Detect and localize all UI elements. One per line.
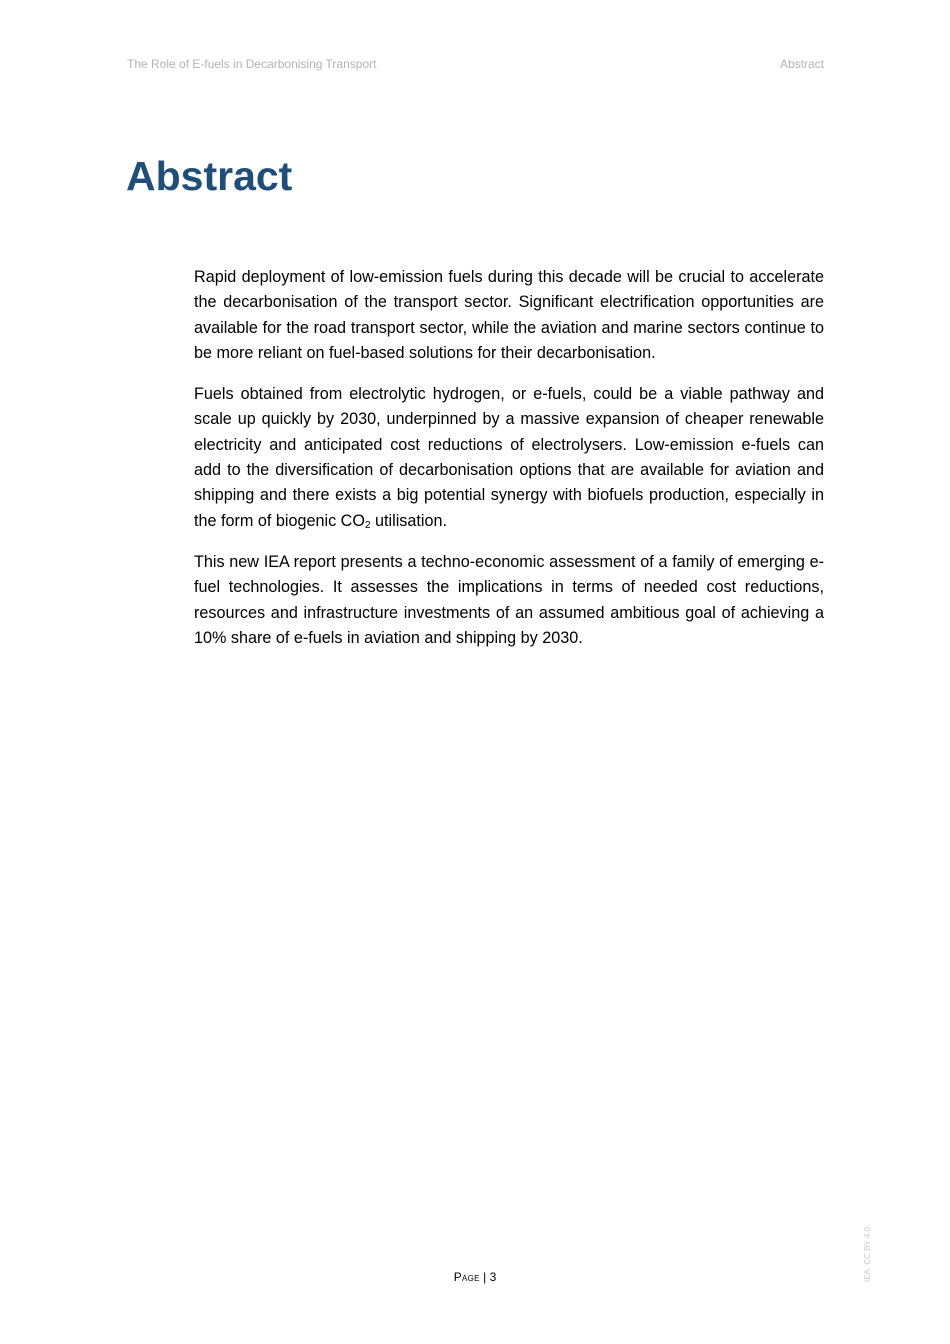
license-note: IEA. CC BY 4.0. <box>863 1224 872 1282</box>
paragraph-2 <box>194 382 824 534</box>
page-number: 3 <box>489 1270 497 1284</box>
paragraph-2-text: Fuels obtained from electrolytic hydrogen, or e-fuels, could be a viable pathway and scale up quickly by 2030, underpinned by a massive expansion of cheaper renewable electricity and anticipated cost reductions of electrolysers. Low-emission e-fuels can add to the diversification of decarbonisation options that are available for aviation and shipping and there exists a big potential synergy with biofuels production, especially in the form of biogenic CO <box>194 385 824 530</box>
running-header <box>127 57 824 73</box>
page-separator: | <box>479 1270 490 1284</box>
paragraph-3: This new IEA report presents a techno-economic assessment of a family of emerging e-fuel technologies. It assesses the implications in terms of needed cost reductions, resources and infrastructure investments of an assumed ambitious goal of achieving a 10% share of e-fuels in aviation and shipping by 2030. <box>194 552 824 647</box>
co2-subscript: 2 <box>364 519 371 531</box>
report-title: The Role of E-fuels in Decarbonising Transport <box>127 57 377 71</box>
paragraph-2-tail: utilisation. <box>370 511 447 530</box>
abstract-body <box>194 265 824 667</box>
paragraph-1: Rapid deployment of low-emission fuels during this decade will be crucial to accelerate the decarbonisation of the transport sector. Significant electrification opportunities are available for the road transport sector, while the aviation and marine sectors continue to be more reliant on fuel-based solutions for their decarbonisation. <box>194 268 824 362</box>
page-label: Page <box>453 1270 480 1284</box>
page-title: Abstract <box>126 153 293 199</box>
section-name: Abstract <box>779 57 824 71</box>
page-footer <box>0 1270 950 1284</box>
